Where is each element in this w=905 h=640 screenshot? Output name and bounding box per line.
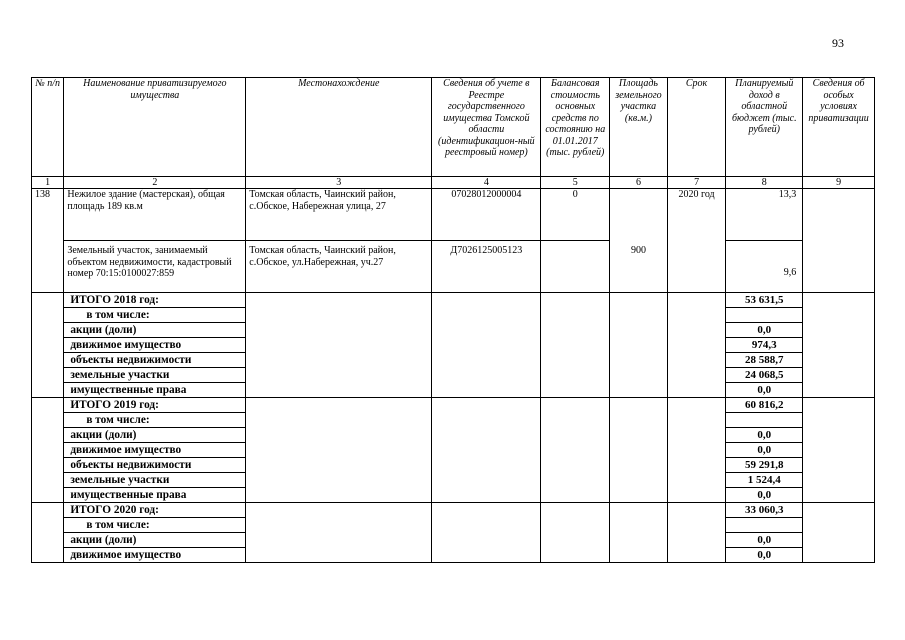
totals-value: 33 060,3 (726, 503, 803, 518)
item-location: Томская область, Чаинский район, с.Обское, Набережная улица, 27 (246, 189, 432, 241)
totals-title-row (32, 293, 875, 308)
item-balance (541, 241, 610, 293)
totals-registry-cell (432, 293, 541, 398)
totals-row-label: земельные участки (64, 473, 246, 488)
totals-incl-label: в том числе: (64, 308, 246, 323)
totals-row-value: 0,0 (726, 323, 803, 338)
totals-row-value: 0,0 (726, 548, 803, 563)
totals-location-cell (246, 398, 432, 503)
column-number: 7 (667, 177, 726, 189)
totals-location-cell (246, 293, 432, 398)
totals-area-cell (610, 293, 668, 398)
page-number: 93 (832, 36, 844, 50)
totals-title-row (32, 398, 875, 413)
totals-row-label: земельные участки (64, 368, 246, 383)
totals-term-cell (667, 293, 726, 398)
totals-conditions-cell (803, 293, 875, 398)
totals-row-value: 28 588,7 (726, 353, 803, 368)
column-number: 3 (246, 177, 432, 189)
totals-term-cell (667, 398, 726, 503)
totals-area-cell (610, 503, 668, 563)
item-term: 2020 год (667, 189, 726, 293)
table-row (32, 189, 875, 241)
totals-row-value: 974,3 (726, 338, 803, 353)
totals-num-cell (32, 503, 64, 563)
column-number-row (32, 177, 875, 189)
totals-incl-value (726, 518, 803, 533)
totals-conditions-cell (803, 398, 875, 503)
totals-row-label: акции (доли) (64, 533, 246, 548)
totals-row-value: 0,0 (726, 488, 803, 503)
totals-incl-value (726, 308, 803, 323)
totals-value: 53 631,5 (726, 293, 803, 308)
totals-title: ИТОГО 2019 год: (64, 398, 246, 413)
totals-num-cell (32, 293, 64, 398)
item-income: 13,3 (726, 189, 803, 241)
totals-row-value: 0,0 (726, 533, 803, 548)
totals-row-label: имущественные права (64, 383, 246, 398)
totals-num-cell (32, 398, 64, 503)
item-balance: 0 (541, 189, 610, 241)
header-term: Срок (667, 78, 726, 177)
totals-row-value: 0,0 (726, 428, 803, 443)
column-number: 4 (432, 177, 541, 189)
item-conditions (803, 189, 875, 293)
totals-registry-cell (432, 503, 541, 563)
totals-location-cell (246, 503, 432, 563)
table-row (32, 241, 875, 293)
column-number: 5 (541, 177, 610, 189)
column-number: 8 (726, 177, 803, 189)
privatization-table (31, 77, 875, 563)
totals-row-label: объекты недвижимости (64, 458, 246, 473)
totals-row-label: имущественные права (64, 488, 246, 503)
item-name: Нежилое здание (мастерская), общая площадь 189 кв.м (64, 189, 246, 241)
item-location: Томская область, Чаинский район, с.Обское, ул.Набережная, уч.27 (246, 241, 432, 293)
totals-value: 60 816,2 (726, 398, 803, 413)
totals-incl-label: в том числе: (64, 518, 246, 533)
totals-incl-label: в том числе: (64, 413, 246, 428)
column-number: 2 (64, 177, 246, 189)
item-income: 9,6 (726, 241, 803, 293)
header-area: Площадь земельного участка (кв.м.) (610, 78, 668, 177)
totals-row-label: акции (доли) (64, 323, 246, 338)
totals-title: ИТОГО 2018 год: (64, 293, 246, 308)
item-number: 138 (32, 189, 64, 293)
header-location: Местонахождение (246, 78, 432, 177)
header-row (32, 78, 875, 177)
totals-title-row (32, 503, 875, 518)
column-number: 1 (32, 177, 64, 189)
item-area: 900 (610, 189, 668, 293)
totals-row-value: 0,0 (726, 443, 803, 458)
column-number: 9 (803, 177, 875, 189)
totals-row-value: 59 291,8 (726, 458, 803, 473)
item-registry: 07028012000004 (432, 189, 541, 241)
totals-row-label: движимое имущество (64, 548, 246, 563)
header-balance: Балансовая стоимость основных средств по состоянию на 01.01.2017 (тыс. рублей) (541, 78, 610, 177)
item-registry: Д7026125005123 (432, 241, 541, 293)
totals-row-label: акции (доли) (64, 428, 246, 443)
totals-registry-cell (432, 398, 541, 503)
item-name: Земельный участок, занимаемый объектом недвижимости, кадастровый номер 70:15:0100027:859 (64, 241, 246, 293)
header-registry: Сведения об учете в Реестре государственного имущества Томской области (идентификацион-ный реестровый номер) (432, 78, 541, 177)
totals-row-label: движимое имущество (64, 338, 246, 353)
totals-row-value: 0,0 (726, 383, 803, 398)
totals-conditions-cell (803, 503, 875, 563)
totals-section (32, 293, 875, 563)
header-num: № п/п (32, 78, 64, 177)
totals-balance-cell (541, 503, 610, 563)
totals-row-value: 1 524,4 (726, 473, 803, 488)
totals-row-label: движимое имущество (64, 443, 246, 458)
totals-balance-cell (541, 398, 610, 503)
totals-incl-value (726, 413, 803, 428)
header-conditions: Сведения об особых условиях приватизации (803, 78, 875, 177)
totals-term-cell (667, 503, 726, 563)
header-income: Планируемый доход в областной бюджет (тыс. рублей) (726, 78, 803, 177)
totals-title: ИТОГО 2020 год: (64, 503, 246, 518)
column-number: 6 (610, 177, 668, 189)
totals-balance-cell (541, 293, 610, 398)
totals-area-cell (610, 398, 668, 503)
totals-row-value: 24 068,5 (726, 368, 803, 383)
header-name: Наименование приватизируемого имущества (64, 78, 246, 177)
totals-row-label: объекты недвижимости (64, 353, 246, 368)
